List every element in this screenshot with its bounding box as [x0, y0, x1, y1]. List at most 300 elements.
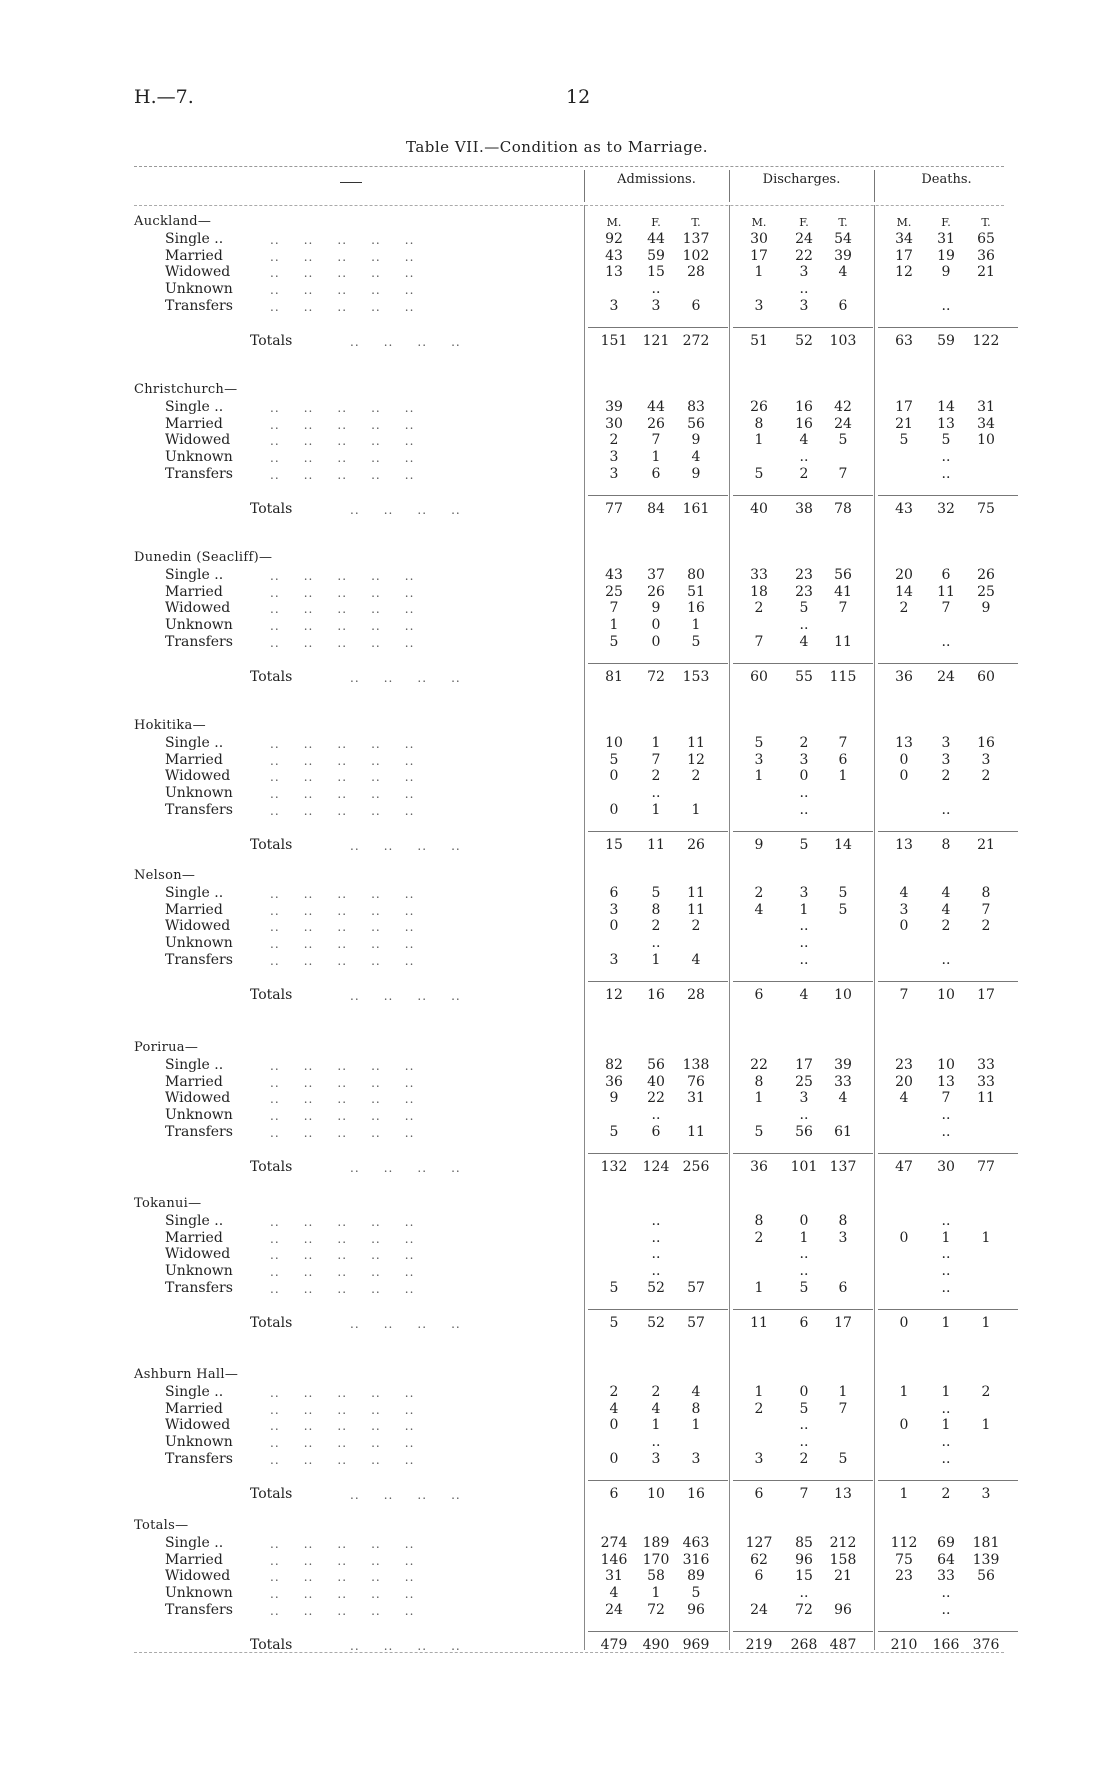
table-cell: ..	[651, 785, 661, 802]
table-cell: 2	[691, 768, 701, 785]
table-cell: 31	[937, 230, 955, 247]
leader-dots: .. .. .. .. ..	[270, 434, 415, 449]
totals-rule	[878, 495, 1018, 497]
table-cell: 1	[754, 1090, 764, 1107]
table-cell: 1	[754, 432, 764, 449]
table-cell: 24	[795, 230, 813, 247]
table-cell: 2	[651, 768, 661, 785]
table-cell: 26	[647, 583, 665, 600]
table-cell: 4	[754, 901, 764, 918]
table-cell: 16	[795, 398, 813, 415]
table-cell: 24	[834, 415, 852, 432]
table-cell: ..	[651, 935, 661, 952]
leader-dots: .. .. .. .. ..	[270, 1553, 415, 1568]
table-cell: 21	[834, 1568, 852, 1585]
table-cell: ..	[651, 1434, 661, 1451]
table-cell: 3	[799, 298, 809, 314]
totals-cell: 8	[941, 836, 951, 853]
table-cell: 3	[899, 901, 909, 918]
table-cell: 25	[795, 1073, 813, 1090]
table-cell: 5	[609, 1124, 619, 1140]
table-cell: ..	[799, 952, 809, 968]
table-cell: 189	[642, 1534, 670, 1551]
table-cell: 7	[838, 600, 848, 617]
table-cell: 4	[941, 901, 951, 918]
table-cell: ..	[941, 1124, 951, 1140]
table-cell: 22	[795, 247, 813, 264]
totals-label: Totals	[250, 668, 293, 685]
table-cell: 137	[682, 230, 710, 247]
leader-dots: .. .. .. .. ..	[270, 736, 415, 751]
totals-cell: 60	[977, 668, 995, 685]
table-cell: 6	[754, 1568, 764, 1585]
row-label: Single ..	[165, 1056, 224, 1073]
row-label: Widowed	[165, 768, 231, 785]
totals-cell: 1	[981, 1314, 991, 1331]
totals-cell: 63	[895, 332, 913, 349]
totals-rule	[733, 1631, 873, 1633]
totals-rule	[733, 327, 873, 329]
table-cell: 0	[609, 1451, 619, 1467]
column-subheader: T.	[691, 216, 701, 229]
leader-dots: .. .. .. .. ..	[270, 770, 415, 785]
table-cell: 3	[651, 298, 661, 314]
totals-cell: 6	[799, 1314, 809, 1331]
row-label: Transfers	[165, 298, 233, 314]
table-cell: 316	[682, 1551, 710, 1568]
table-cell: 1	[651, 952, 661, 968]
table-cell: 1	[799, 901, 809, 918]
table-cell: 21	[977, 264, 995, 281]
table-cell: 6	[609, 884, 619, 901]
totals-rule	[588, 495, 728, 497]
table-cell: 69	[937, 1534, 955, 1551]
table-cell: 1	[754, 264, 764, 281]
row-label: Widowed	[165, 918, 231, 935]
table-cell: 1	[799, 1229, 809, 1246]
table-cell: 274	[600, 1534, 628, 1551]
table-cell: 12	[687, 751, 705, 768]
table-cell: 17	[895, 398, 913, 415]
totals-cell: 15	[605, 836, 623, 853]
leader-dots: .. .. .. .. ..	[270, 920, 415, 935]
leader-dots: .. .. .. .. ..	[270, 1075, 415, 1090]
table-cell: 19	[937, 247, 955, 264]
table-cell: 18	[750, 583, 768, 600]
row-label: Unknown	[165, 785, 233, 802]
totals-cell: 47	[895, 1158, 913, 1175]
table-cell: 2	[799, 734, 809, 751]
row-label: Unknown	[165, 1434, 233, 1451]
totals-cell: 72	[647, 668, 665, 685]
totals-cell: 153	[682, 668, 710, 685]
table-cell: 0	[651, 634, 661, 650]
table-cell: 8	[754, 415, 764, 432]
totals-label: Totals	[250, 1314, 293, 1331]
table-cell: 2	[754, 884, 764, 901]
totals-label: Totals	[250, 500, 293, 517]
totals-cell: 210	[890, 1636, 918, 1653]
leader-dots: .. .. .. ..	[350, 1160, 461, 1175]
table-cell: 1	[691, 617, 701, 634]
totals-rule	[733, 495, 873, 497]
totals-cell: 137	[829, 1158, 857, 1175]
totals-cell: 84	[647, 500, 665, 517]
column-divider	[729, 205, 730, 1650]
totals-cell: 21	[977, 836, 995, 853]
row-label: Married	[165, 1229, 223, 1246]
column-subheader: T.	[838, 216, 848, 229]
table-cell: 7	[754, 634, 764, 650]
table-cell: 21	[895, 415, 913, 432]
table-cell: 11	[834, 634, 852, 650]
totals-cell: 490	[642, 1636, 670, 1653]
table-cell: ..	[799, 1246, 809, 1263]
table-cell: 4	[609, 1585, 619, 1602]
table-cell: 61	[834, 1124, 852, 1140]
totals-cell: 7	[799, 1485, 809, 1502]
totals-cell: 115	[829, 668, 857, 685]
totals-rule	[588, 1631, 728, 1633]
table-cell: 3	[799, 884, 809, 901]
totals-cell: 2	[941, 1485, 951, 1502]
table-cell: 0	[609, 1417, 619, 1434]
table-cell: 2	[981, 768, 991, 785]
table-cell: 1	[981, 1417, 991, 1434]
table-cell: 37	[647, 566, 665, 583]
table-cell: 16	[687, 600, 705, 617]
table-cell: 15	[795, 1568, 813, 1585]
table-cell: 1	[941, 1229, 951, 1246]
totals-cell: 487	[829, 1636, 857, 1653]
totals-label: Totals	[250, 1158, 293, 1175]
table-cell: 20	[895, 1073, 913, 1090]
table-cell: ..	[941, 449, 951, 466]
table-cell: 5	[754, 466, 764, 482]
header-rule	[134, 166, 1004, 167]
leader-dots: .. .. .. .. ..	[270, 1453, 415, 1467]
table-cell: 17	[750, 247, 768, 264]
footer-rule	[134, 1652, 1004, 1653]
table-cell: 85	[795, 1534, 813, 1551]
table-cell: 7	[609, 600, 619, 617]
totals-cell: 1	[899, 1485, 909, 1502]
group-deaths: Deaths.	[921, 172, 972, 187]
table-cell: 26	[647, 415, 665, 432]
table-cell: 28	[687, 264, 705, 281]
table-cell: 5	[609, 634, 619, 650]
totals-cell: 17	[977, 986, 995, 1003]
totals-cell: 81	[605, 668, 623, 685]
table-cell: 5	[838, 884, 848, 901]
table-cell: 31	[977, 398, 995, 415]
table-cell: 1	[691, 1417, 701, 1434]
table-cell: ..	[799, 802, 809, 818]
totals-cell: 17	[834, 1314, 852, 1331]
table-cell: 4	[799, 634, 809, 650]
totals-cell: 124	[642, 1158, 670, 1175]
totals-cell: 272	[682, 332, 710, 349]
totals-cell: 77	[977, 1158, 995, 1175]
table-cell: 4	[799, 432, 809, 449]
table-cell: 56	[687, 415, 705, 432]
section-name: Hokitika—	[134, 718, 206, 733]
table-cell: 1	[651, 1417, 661, 1434]
table-cell: 65	[977, 230, 995, 247]
table-cell: 56	[977, 1568, 995, 1585]
totals-cell: 4	[799, 986, 809, 1003]
table-cell: 1	[754, 1383, 764, 1400]
table-cell: ..	[799, 281, 809, 298]
table-cell: ..	[799, 785, 809, 802]
row-label: Widowed	[165, 264, 231, 281]
row-label: Married	[165, 901, 223, 918]
row-label: Unknown	[165, 281, 233, 298]
leader-dots: .. .. .. .. ..	[270, 1231, 415, 1246]
table-cell: ..	[799, 1417, 809, 1434]
leader-dots: .. .. .. .. ..	[270, 1436, 415, 1451]
table-cell: 13	[937, 1073, 955, 1090]
table-cell: 2	[651, 918, 661, 935]
table-cell: ..	[799, 918, 809, 935]
totals-rule	[733, 831, 873, 833]
table-cell: 139	[972, 1551, 1000, 1568]
table-cell: ..	[799, 1107, 809, 1124]
table-cell: 3	[981, 751, 991, 768]
table-cell: ..	[941, 298, 951, 314]
table-cell: 12	[895, 264, 913, 281]
totals-rule	[588, 327, 728, 329]
table-cell: 5	[651, 884, 661, 901]
leader-dots: .. .. .. .. ..	[270, 1109, 415, 1124]
table-cell: 25	[605, 583, 623, 600]
table-cell: 6	[838, 298, 848, 314]
table-cell: 2	[609, 432, 619, 449]
table-cell: 24	[750, 1602, 768, 1618]
table-cell: 4	[838, 264, 848, 281]
row-label: Transfers	[165, 802, 233, 818]
table-cell: 0	[899, 768, 909, 785]
table-cell: 1	[981, 1229, 991, 1246]
table-cell: ..	[651, 1263, 661, 1280]
table-cell: 5	[609, 751, 619, 768]
table-cell: ..	[799, 617, 809, 634]
table-cell: 6	[838, 1280, 848, 1296]
totals-cell: 16	[647, 986, 665, 1003]
table-cell: 80	[687, 566, 705, 583]
table-cell: 83	[687, 398, 705, 415]
table-cell: ..	[941, 1107, 951, 1124]
table-cell: 7	[981, 901, 991, 918]
row-label: Widowed	[165, 1568, 231, 1585]
totals-cell: 121	[642, 332, 670, 349]
table-cell: 1	[691, 802, 701, 818]
totals-label: Totals	[250, 1485, 293, 1502]
table-cell: 6	[838, 751, 848, 768]
table-cell: 3	[609, 901, 619, 918]
totals-cell: 11	[647, 836, 665, 853]
table-cell: 0	[651, 617, 661, 634]
table-cell: 7	[941, 600, 951, 617]
table-cell: ..	[941, 634, 951, 650]
table-cell: 16	[795, 415, 813, 432]
blank-column-dash	[340, 182, 362, 183]
section-name: Tokanui—	[134, 1196, 202, 1211]
leader-dots: .. .. .. .. ..	[270, 1058, 415, 1073]
table-cell: 2	[799, 466, 809, 482]
section-name: Porirua—	[134, 1040, 199, 1055]
leader-dots: .. .. .. ..	[350, 670, 461, 685]
leader-dots: .. .. .. .. ..	[270, 451, 415, 466]
table-cell: 9	[981, 600, 991, 617]
table-cell: ..	[941, 1280, 951, 1296]
totals-rule	[878, 981, 1018, 983]
column-divider	[584, 205, 585, 1650]
table-cell: 8	[691, 1400, 701, 1417]
totals-rule	[733, 663, 873, 665]
totals-cell: 9	[754, 836, 764, 853]
table-cell: 43	[605, 566, 623, 583]
table-cell: 9	[609, 1090, 619, 1107]
table-cell: 11	[687, 884, 705, 901]
totals-cell: 55	[795, 668, 813, 685]
table-cell: 58	[647, 1568, 665, 1585]
table-cell: 54	[834, 230, 852, 247]
table-cell: 3	[609, 449, 619, 466]
table-cell: 26	[750, 398, 768, 415]
leader-dots: .. .. .. .. ..	[270, 1604, 415, 1618]
row-label: Transfers	[165, 634, 233, 650]
table-cell: 23	[795, 566, 813, 583]
table-cell: 7	[838, 1400, 848, 1417]
table-cell: ..	[651, 1246, 661, 1263]
totals-cell: 16	[687, 1485, 705, 1502]
totals-label: Totals	[250, 1636, 293, 1653]
row-label: Single ..	[165, 1534, 224, 1551]
report-reference: H.—7.	[134, 86, 194, 108]
totals-cell: 32	[937, 500, 955, 517]
leader-dots: .. .. .. .. ..	[270, 1248, 415, 1263]
table-cell: 463	[682, 1534, 710, 1551]
totals-cell: 5	[609, 1314, 619, 1331]
leader-dots: .. .. .. .. ..	[270, 1385, 415, 1400]
leader-dots: .. .. .. .. ..	[270, 1536, 415, 1551]
table-cell: 2	[754, 1400, 764, 1417]
table-cell: 5	[838, 432, 848, 449]
table-cell: 1	[754, 768, 764, 785]
leader-dots: .. .. .. .. ..	[270, 283, 415, 298]
table-cell: 3	[838, 1229, 848, 1246]
totals-rule	[733, 1480, 873, 1482]
totals-rule	[733, 1309, 873, 1311]
leader-dots: .. .. .. .. ..	[270, 1265, 415, 1280]
table-cell: 0	[609, 802, 619, 818]
table-cell: ..	[941, 466, 951, 482]
table-cell: 96	[834, 1602, 852, 1618]
leader-dots: .. .. .. .. ..	[270, 1214, 415, 1229]
table-cell: 1	[651, 449, 661, 466]
table-cell: 31	[605, 1568, 623, 1585]
totals-rule	[878, 1153, 1018, 1155]
table-cell: 4	[838, 1090, 848, 1107]
table-cell: 4	[691, 952, 701, 968]
table-cell: ..	[941, 1585, 951, 1602]
table-cell: 56	[834, 566, 852, 583]
table-cell: 5	[799, 1280, 809, 1296]
leader-dots: .. .. .. .. ..	[270, 249, 415, 264]
table-cell: 102	[682, 247, 710, 264]
table-cell: 13	[895, 734, 913, 751]
totals-cell: 57	[687, 1314, 705, 1331]
row-label: Widowed	[165, 600, 231, 617]
table-cell: ..	[941, 1434, 951, 1451]
table-cell: 0	[609, 768, 619, 785]
table-cell: ..	[941, 952, 951, 968]
totals-cell: 151	[600, 332, 628, 349]
page-number: 12	[566, 86, 591, 108]
totals-cell: 38	[795, 500, 813, 517]
table-cell: 22	[647, 1090, 665, 1107]
totals-cell: 7	[899, 986, 909, 1003]
totals-rule	[878, 663, 1018, 665]
table-cell: 44	[647, 230, 665, 247]
table-cell: 5	[941, 432, 951, 449]
table-cell: ..	[651, 1229, 661, 1246]
table-cell: 30	[605, 415, 623, 432]
row-label: Unknown	[165, 1585, 233, 1602]
table-cell: 13	[937, 415, 955, 432]
totals-cell: 132	[600, 1158, 628, 1175]
row-label: Married	[165, 751, 223, 768]
row-label: Single ..	[165, 398, 224, 415]
table-cell: 6	[691, 298, 701, 314]
row-label: Married	[165, 1400, 223, 1417]
totals-rule	[588, 1480, 728, 1482]
table-cell: 22	[750, 1056, 768, 1073]
table-cell: 5	[691, 1585, 701, 1602]
table-cell: 0	[899, 1229, 909, 1246]
row-label: Married	[165, 1073, 223, 1090]
table-cell: 14	[937, 398, 955, 415]
column-divider	[874, 205, 875, 1650]
totals-label: Totals	[250, 986, 293, 1003]
table-cell: 36	[977, 247, 995, 264]
table-cell: 33	[834, 1073, 852, 1090]
table-cell: 158	[829, 1551, 857, 1568]
leader-dots: .. .. .. ..	[350, 838, 461, 853]
table-cell: 2	[941, 768, 951, 785]
table-cell: 10	[937, 1056, 955, 1073]
table-cell: 72	[795, 1602, 813, 1618]
table-cell: 33	[750, 566, 768, 583]
totals-rule	[733, 1153, 873, 1155]
table-cell: 170	[642, 1551, 670, 1568]
totals-rule	[878, 1480, 1018, 1482]
table-cell: 0	[609, 918, 619, 935]
table-cell: 59	[647, 247, 665, 264]
totals-label: Totals	[250, 332, 293, 349]
row-label: Unknown	[165, 1263, 233, 1280]
table-cell: 3	[651, 1451, 661, 1467]
leader-dots: .. .. .. .. ..	[270, 886, 415, 901]
table-cell: 51	[687, 583, 705, 600]
table-cell: 56	[647, 1056, 665, 1073]
totals-rule	[588, 1153, 728, 1155]
row-label: Widowed	[165, 1246, 231, 1263]
leader-dots: .. .. .. .. ..	[270, 232, 415, 247]
table-cell: 1	[754, 1280, 764, 1296]
leader-dots: .. .. .. ..	[350, 988, 461, 1003]
